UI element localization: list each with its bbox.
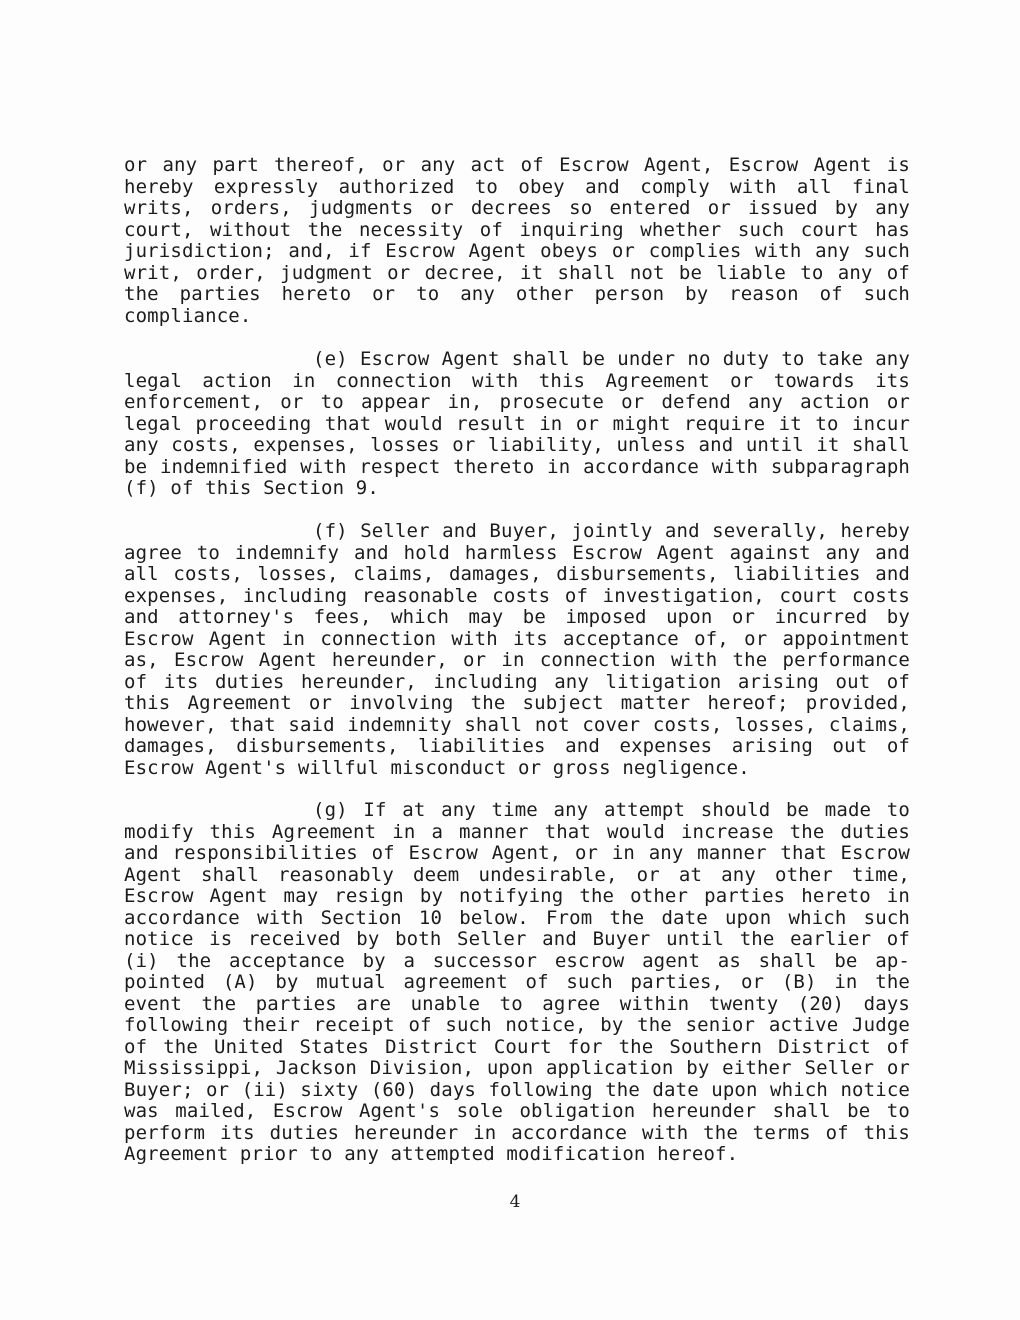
paragraph-g: (g) If at any time any attempt should be made to modify this Agreement in a manner that would increase the duties and responsibilities of Escrow Agent, or in any manner that Escrow Agent shall reasonably deem undesirable, or at any other time, Escrow Agent may resign by notifying the other parties hereto in accordance with Section 10 below. From the date upon which such notice is received by both Seller and Buyer until the earlier of (i) the acceptance by a successor escrow agent as shall be ap-pointed (A) by mutual agreement of such parties, or (B) in the event the parties are unable to agree within twenty (20) days following their receipt of such notice, by the senior active Judge of the United States District Court for the Southern District of Mississippi, Jackson Division, upon application by either Seller or Buyer; or (ii) sixty (60) days following the date upon which notice was mailed, Escrow Agent's sole obligation hereunder shall be to perform its duties hereunder in accordance with the terms of this Agreement prior to any attempted modification hereof. bbox=[124, 799, 910, 1165]
paragraph-continuation: or any part thereof, or any act of Escrow Agent, Escrow Agent is hereby expressly authorized to obey and comply with all final writs, orders, judgments or decrees so entered or issued by any court, without the necessity of inquiring whether such court has jurisdiction; and, if Escrow Agent obeys or complies with any such writ, order, judgment or decree, it shall not be liable to any of the parties hereto or to any other person by reason of such compliance. bbox=[124, 154, 910, 327]
paragraph-f: (f) Seller and Buyer, jointly and severally, hereby agree to indemnify and hold harmless Escrow Agent against any and all costs, losses, claims, damages, disbursements, liabilities and expenses, including reasonable costs of investigation, court costs and attorney's fees, which may be imposed upon or incurred by Escrow Agent in connection with its acceptance of, or appointment as, Escrow Agent hereunder, or in connection with the performance of its duties hereunder, including any litigation arising out of this Agreement or involving the subject matter hereof; provided, however, that said indemnity shall not cover costs, losses, claims, damages, disbursements, liabilities and expenses arising out of Escrow Agent's willful misconduct or gross negligence. bbox=[124, 520, 910, 779]
page-number: 4 bbox=[509, 1192, 521, 1212]
paragraph-e: (e) Escrow Agent shall be under no duty to take any legal action in connection with this Agreement or towards its enforcement, or to appear in, prosecute or defend any action or legal proceeding that would result in or might require it to incur any costs, expenses, losses or liability, unless and until it shall be indemnified with respect thereto in accordance with subparagraph (f) of this Section 9. bbox=[124, 348, 910, 499]
